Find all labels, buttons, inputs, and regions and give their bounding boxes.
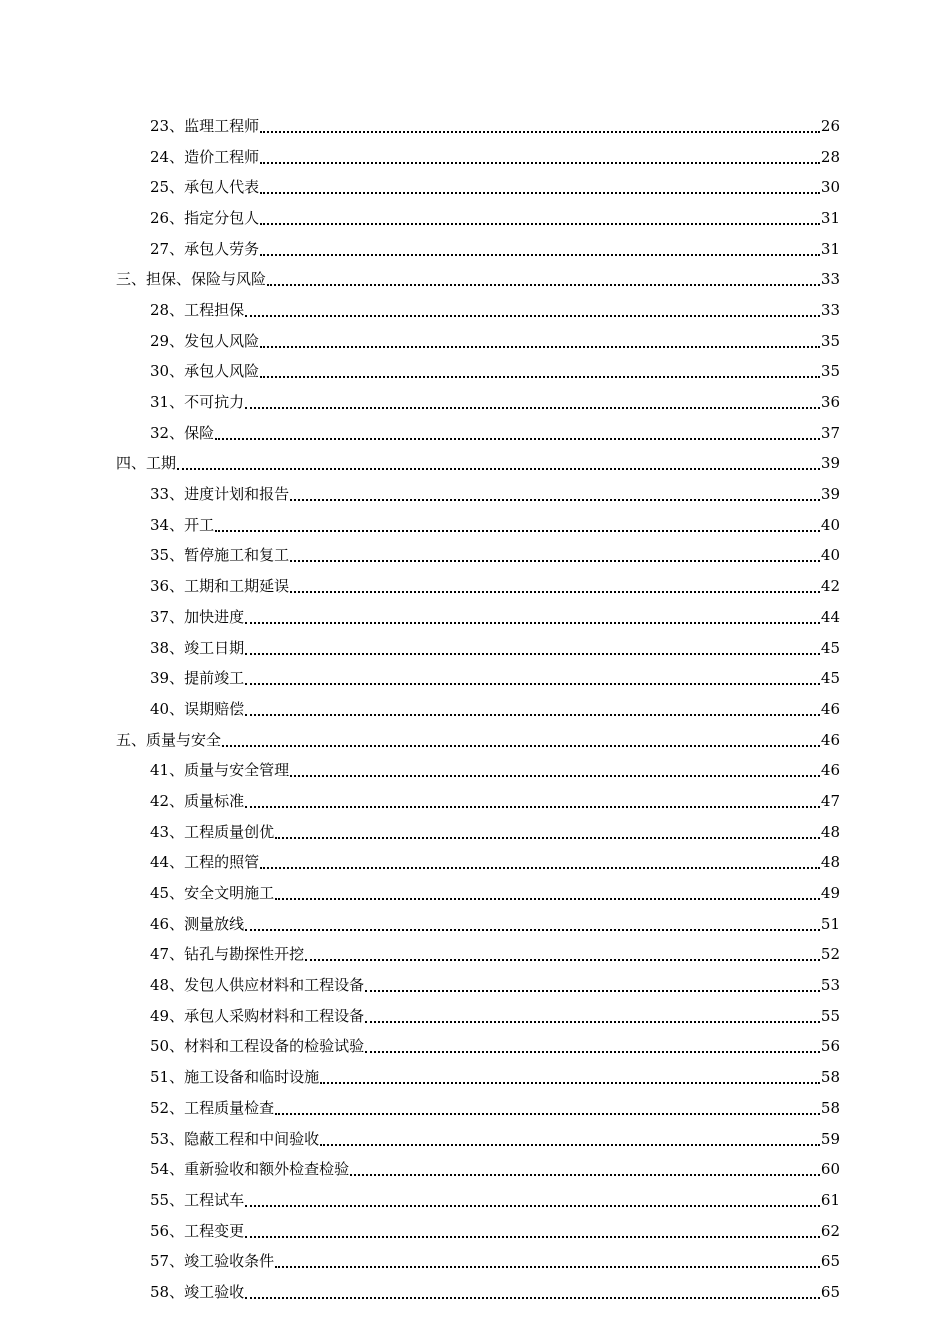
toc-item[interactable] bbox=[0, 694, 840, 725]
toc-item[interactable] bbox=[0, 203, 840, 234]
toc-item-number: 39、 bbox=[150, 669, 185, 688]
toc-item-number: 24、 bbox=[150, 147, 185, 166]
toc-item[interactable] bbox=[0, 142, 840, 173]
toc-page-number: 45 bbox=[820, 669, 840, 688]
toc-page-number: 31 bbox=[820, 208, 840, 227]
dot-leader bbox=[260, 222, 820, 225]
toc-item[interactable] bbox=[0, 510, 840, 541]
toc-item[interactable] bbox=[0, 172, 840, 203]
toc-item-number: 36、 bbox=[150, 577, 185, 596]
dot-leader bbox=[320, 1143, 820, 1146]
toc-item[interactable] bbox=[0, 1246, 840, 1277]
toc-item[interactable] bbox=[0, 848, 840, 879]
toc-item[interactable] bbox=[0, 1062, 840, 1093]
toc-item[interactable] bbox=[0, 817, 840, 848]
toc-page-number: 46 bbox=[820, 699, 840, 718]
toc-page-number: 52 bbox=[820, 945, 840, 964]
toc-page-number: 39 bbox=[820, 454, 840, 473]
toc-item-number: 42、 bbox=[150, 791, 185, 810]
toc-item-number: 五、 bbox=[116, 730, 147, 749]
toc-item[interactable] bbox=[0, 1093, 840, 1124]
toc-item-title: 承包人风险 bbox=[184, 362, 260, 381]
toc-item-title: 工程质量创优 bbox=[184, 822, 275, 841]
toc-item-title: 提前竣工 bbox=[184, 669, 245, 688]
toc-item-title: 工程的照管 bbox=[184, 853, 260, 872]
toc-item[interactable] bbox=[0, 387, 840, 418]
toc-item-title: 加快进度 bbox=[184, 607, 245, 626]
toc-page-number: 65 bbox=[820, 1252, 840, 1271]
toc-item-number: 30、 bbox=[150, 362, 185, 381]
toc-item-title: 钻孔与勘探性开挖 bbox=[184, 945, 305, 964]
toc-item-number: 29、 bbox=[150, 331, 185, 350]
toc-page-number: 35 bbox=[820, 362, 840, 381]
toc-page-number: 46 bbox=[820, 730, 840, 749]
toc-item-number: 51、 bbox=[150, 1068, 185, 1087]
dot-leader bbox=[290, 590, 820, 593]
toc-item-number: 26、 bbox=[150, 208, 185, 227]
toc-page-number: 35 bbox=[820, 331, 840, 350]
dot-leader bbox=[245, 805, 820, 808]
toc-item-title: 测量放线 bbox=[184, 914, 245, 933]
toc-item-number: 35、 bbox=[150, 546, 185, 565]
toc-item-number: 52、 bbox=[150, 1098, 185, 1117]
toc-item-number: 44、 bbox=[150, 853, 185, 872]
dot-leader bbox=[245, 314, 820, 317]
toc-page-number: 62 bbox=[820, 1221, 840, 1240]
toc-item[interactable] bbox=[0, 1032, 840, 1063]
toc-item-number: 四、 bbox=[116, 454, 147, 473]
toc-item-number: 23、 bbox=[150, 116, 185, 135]
dot-leader bbox=[290, 498, 820, 501]
dot-leader bbox=[267, 283, 820, 286]
toc-item-title: 不可抗力 bbox=[184, 393, 245, 412]
toc-item[interactable] bbox=[0, 940, 840, 971]
dot-leader bbox=[260, 375, 820, 378]
toc-page-number: 60 bbox=[820, 1160, 840, 1179]
toc-item-title: 质量与安全管理 bbox=[184, 761, 290, 780]
toc-item[interactable] bbox=[0, 111, 840, 142]
toc-page-number: 44 bbox=[820, 607, 840, 626]
toc-item-number: 27、 bbox=[150, 239, 185, 258]
toc-page-number: 48 bbox=[820, 822, 840, 841]
toc-item[interactable] bbox=[0, 326, 840, 357]
toc-item-title: 重新验收和额外检查检验 bbox=[184, 1160, 350, 1179]
toc-page-number: 45 bbox=[820, 638, 840, 657]
toc-page-number: 33 bbox=[820, 300, 840, 319]
toc-item-title: 承包人采购材料和工程设备 bbox=[184, 1006, 365, 1025]
dot-leader bbox=[290, 559, 820, 562]
toc-item-number: 33、 bbox=[150, 485, 185, 504]
toc-item-title: 误期赔偿 bbox=[184, 699, 245, 718]
toc-item-title: 承包人劳务 bbox=[184, 239, 260, 258]
toc-item[interactable] bbox=[0, 1277, 840, 1308]
toc-page-number: 37 bbox=[820, 423, 840, 442]
toc-page-number: 56 bbox=[820, 1037, 840, 1056]
toc-item-title: 监理工程师 bbox=[184, 116, 260, 135]
toc-item-title: 工程试车 bbox=[184, 1190, 245, 1209]
toc-item-number: 53、 bbox=[150, 1129, 185, 1148]
toc-item-title: 竣工验收条件 bbox=[184, 1252, 275, 1271]
toc-item-title: 进度计划和报告 bbox=[184, 485, 290, 504]
dot-leader bbox=[260, 191, 820, 194]
toc-page-number: 42 bbox=[820, 577, 840, 596]
toc-item-number: 57、 bbox=[150, 1252, 185, 1271]
dot-leader bbox=[245, 406, 820, 409]
toc-item-title: 安全文明施工 bbox=[184, 884, 275, 903]
toc-item[interactable] bbox=[0, 786, 840, 817]
toc-page-number: 28 bbox=[820, 147, 840, 166]
toc-item-number: 38、 bbox=[150, 638, 185, 657]
toc-item-number: 56、 bbox=[150, 1221, 185, 1240]
toc-item-number: 37、 bbox=[150, 607, 185, 626]
toc-page-number: 49 bbox=[820, 884, 840, 903]
toc-item-title: 工程质量检查 bbox=[184, 1098, 275, 1117]
dot-leader bbox=[245, 713, 820, 716]
toc-item-title: 开工 bbox=[184, 515, 215, 534]
dot-leader bbox=[260, 130, 820, 133]
toc-item-number: 28、 bbox=[150, 300, 185, 319]
toc-item-title: 材料和工程设备的检验试验 bbox=[184, 1037, 365, 1056]
toc-item[interactable] bbox=[0, 602, 840, 633]
dot-leader bbox=[275, 1265, 820, 1268]
toc-section-heading[interactable] bbox=[0, 264, 840, 295]
dot-leader bbox=[245, 682, 820, 685]
toc-page-number: 58 bbox=[820, 1098, 840, 1117]
toc-page-number: 58 bbox=[820, 1068, 840, 1087]
toc-item[interactable] bbox=[0, 755, 840, 786]
toc-page-number: 65 bbox=[820, 1282, 840, 1301]
dot-leader bbox=[260, 345, 820, 348]
toc-item-title: 保险 bbox=[184, 423, 215, 442]
dot-leader bbox=[365, 1020, 820, 1023]
toc-item-title: 工程担保 bbox=[184, 300, 245, 319]
toc-item-number: 31、 bbox=[150, 393, 185, 412]
toc-item[interactable] bbox=[0, 1124, 840, 1155]
toc-item[interactable] bbox=[0, 909, 840, 940]
toc-item[interactable] bbox=[0, 1154, 840, 1185]
toc-item[interactable] bbox=[0, 357, 840, 388]
toc-item[interactable] bbox=[0, 663, 840, 694]
toc-page-number: 26 bbox=[820, 116, 840, 135]
toc-item-title: 工程变更 bbox=[184, 1221, 245, 1240]
toc-item-number: 41、 bbox=[150, 761, 185, 780]
dot-leader bbox=[245, 652, 820, 655]
toc-item-title: 发包人供应材料和工程设备 bbox=[184, 976, 365, 995]
toc-item-title: 竣工日期 bbox=[184, 638, 245, 657]
toc-item-title: 竣工验收 bbox=[184, 1282, 245, 1301]
toc-page-number: 55 bbox=[820, 1006, 840, 1025]
toc-item-number: 54、 bbox=[150, 1160, 185, 1179]
toc-page-number: 53 bbox=[820, 976, 840, 995]
toc-page-number: 46 bbox=[820, 761, 840, 780]
toc-page-number: 40 bbox=[820, 546, 840, 565]
toc-item-number: 34、 bbox=[150, 515, 185, 534]
toc-item-number: 43、 bbox=[150, 822, 185, 841]
toc-section-heading[interactable] bbox=[0, 449, 840, 480]
dot-leader bbox=[275, 897, 820, 900]
toc-item[interactable] bbox=[0, 234, 840, 265]
table-of-contents bbox=[0, 111, 950, 1308]
toc-item-title: 隐蔽工程和中间验收 bbox=[184, 1129, 320, 1148]
dot-leader bbox=[275, 836, 820, 839]
dot-leader bbox=[245, 1296, 820, 1299]
toc-item-number: 55、 bbox=[150, 1190, 185, 1209]
dot-leader bbox=[245, 928, 820, 931]
dot-leader bbox=[245, 1235, 820, 1238]
toc-item-number: 50、 bbox=[150, 1037, 185, 1056]
dot-leader bbox=[245, 621, 820, 624]
dot-leader bbox=[215, 529, 820, 532]
dot-leader bbox=[215, 437, 820, 440]
toc-item[interactable] bbox=[0, 418, 840, 449]
dot-leader bbox=[305, 958, 820, 961]
dot-leader bbox=[260, 866, 820, 869]
toc-item-title: 暂停施工和复工 bbox=[184, 546, 290, 565]
dot-leader bbox=[245, 1204, 820, 1207]
toc-item[interactable] bbox=[0, 295, 840, 326]
toc-item-title: 质量标准 bbox=[184, 791, 245, 810]
toc-page-number: 39 bbox=[820, 485, 840, 504]
toc-item-title: 质量与安全 bbox=[146, 730, 222, 749]
toc-item[interactable] bbox=[0, 1001, 840, 1032]
dot-leader bbox=[365, 1050, 820, 1053]
toc-page-number: 59 bbox=[820, 1129, 840, 1148]
dot-leader bbox=[260, 161, 820, 164]
toc-item[interactable] bbox=[0, 1216, 840, 1247]
toc-item-title: 发包人风险 bbox=[184, 331, 260, 350]
toc-item-number: 三、 bbox=[116, 270, 147, 289]
toc-item-number: 25、 bbox=[150, 178, 185, 197]
toc-page-number: 51 bbox=[820, 914, 840, 933]
toc-item[interactable] bbox=[0, 541, 840, 572]
toc-item-number: 32、 bbox=[150, 423, 185, 442]
dot-leader bbox=[177, 467, 820, 470]
toc-item-number: 40、 bbox=[150, 699, 185, 718]
toc-item[interactable] bbox=[0, 633, 840, 664]
toc-page-number: 61 bbox=[820, 1190, 840, 1209]
toc-item-number: 46、 bbox=[150, 914, 185, 933]
toc-item-title: 担保、保险与风险 bbox=[146, 270, 267, 289]
toc-item-number: 48、 bbox=[150, 976, 185, 995]
toc-item-title: 造价工程师 bbox=[184, 147, 260, 166]
dot-leader bbox=[275, 1112, 820, 1115]
dot-leader bbox=[365, 989, 820, 992]
toc-page-number: 48 bbox=[820, 853, 840, 872]
toc-item-title: 施工设备和临时设施 bbox=[184, 1068, 320, 1087]
toc-item[interactable] bbox=[0, 970, 840, 1001]
toc-page-number: 31 bbox=[820, 239, 840, 258]
toc-item[interactable] bbox=[0, 479, 840, 510]
toc-item[interactable] bbox=[0, 1185, 840, 1216]
toc-section-heading[interactable] bbox=[0, 725, 840, 756]
toc-item-number: 47、 bbox=[150, 945, 185, 964]
toc-item-number: 49、 bbox=[150, 1006, 185, 1025]
toc-page-number: 40 bbox=[820, 515, 840, 534]
toc-page-number: 30 bbox=[820, 178, 840, 197]
toc-item-number: 45、 bbox=[150, 884, 185, 903]
dot-leader bbox=[290, 774, 820, 777]
toc-page-number: 47 bbox=[820, 791, 840, 810]
dot-leader bbox=[350, 1173, 820, 1176]
toc-item-title: 指定分包人 bbox=[184, 208, 260, 227]
toc-page-number: 36 bbox=[820, 393, 840, 412]
toc-item[interactable] bbox=[0, 571, 840, 602]
toc-item[interactable] bbox=[0, 878, 840, 909]
dot-leader bbox=[260, 253, 820, 256]
toc-item-title: 工期和工期延误 bbox=[184, 577, 290, 596]
dot-leader bbox=[222, 744, 820, 747]
toc-page-number: 33 bbox=[820, 270, 840, 289]
toc-item-title: 工期 bbox=[146, 454, 177, 473]
dot-leader bbox=[320, 1081, 820, 1084]
toc-item-number: 58、 bbox=[150, 1282, 185, 1301]
toc-item-title: 承包人代表 bbox=[184, 178, 260, 197]
